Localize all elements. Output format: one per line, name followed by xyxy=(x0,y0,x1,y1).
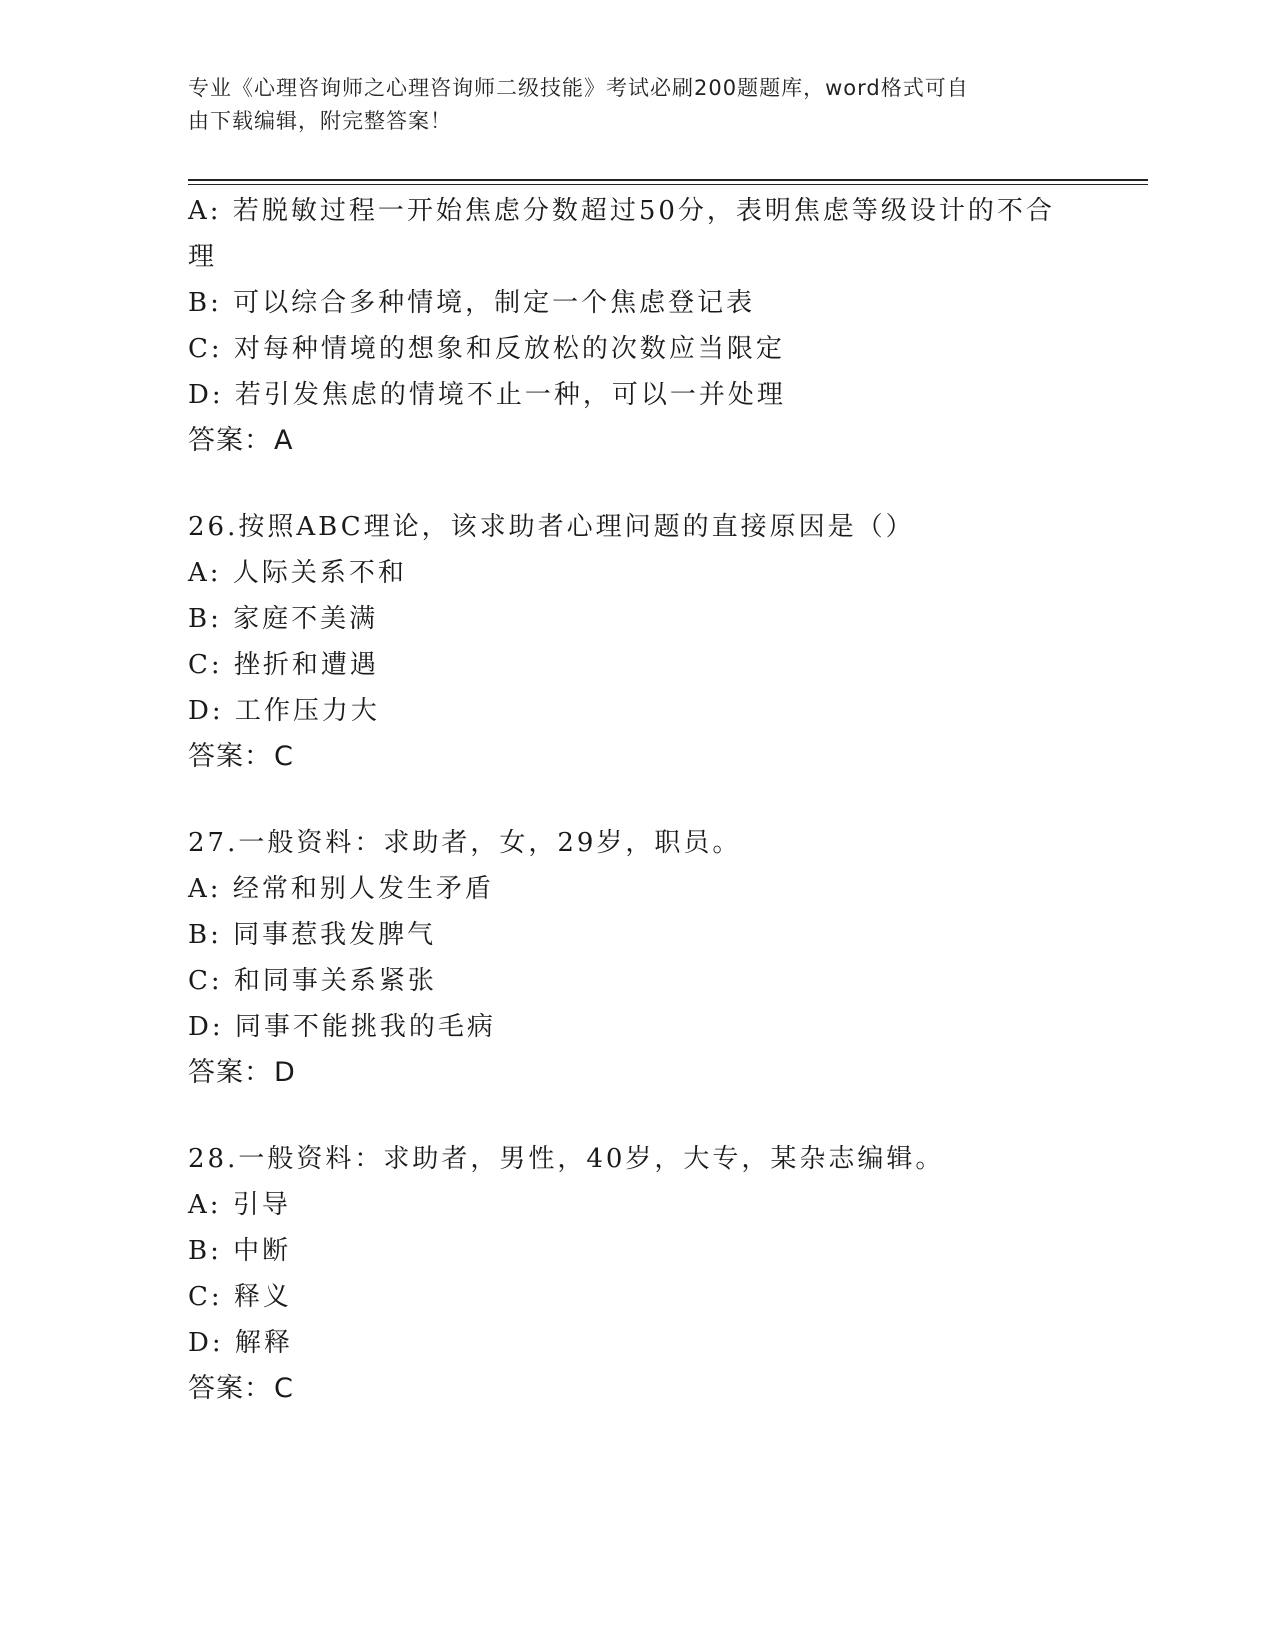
option-label: A: xyxy=(188,558,222,588)
header-rule-thin xyxy=(188,184,1148,185)
question-block-28 xyxy=(188,1136,1088,1412)
option-label: C: xyxy=(188,1282,223,1312)
option-c xyxy=(188,958,1088,1004)
option-label: D: xyxy=(188,1328,224,1358)
option-label: A: xyxy=(188,874,222,904)
option-text: 经常和别人发生矛盾 xyxy=(232,874,494,904)
option-label: B: xyxy=(188,920,222,950)
question-stem: 28.一般资料：求助者，男性，40岁，大专，某杂志编辑。 xyxy=(188,1144,945,1174)
option-label: D: xyxy=(188,380,224,410)
option-b xyxy=(188,596,1088,642)
header-line-1: 专业《心理咨询师之心理咨询师二级技能》考试必刷200题题库，word格式可自 xyxy=(188,76,969,100)
option-text: 释义 xyxy=(233,1282,292,1312)
header-rule-thick xyxy=(188,179,1148,181)
question-stem: 26.按照ABC理论，该求助者心理问题的直接原因是（） xyxy=(188,512,915,542)
header-line-2: 由下载编辑，附完整答案！ xyxy=(188,109,452,133)
option-a xyxy=(188,550,1088,596)
option-text: 解释 xyxy=(234,1328,293,1358)
option-label: B: xyxy=(188,1236,222,1266)
question-block-27 xyxy=(188,820,1088,1096)
option-c xyxy=(188,326,1088,372)
option-text: 人际关系不和 xyxy=(232,558,407,588)
option-text: 可以综合多种情境，制定一个焦虑登记表 xyxy=(233,288,756,318)
option-label: C: xyxy=(188,334,223,364)
question-block-25 xyxy=(188,188,1088,464)
answer-label: 答案： xyxy=(188,1373,272,1404)
option-label: D: xyxy=(188,696,224,726)
option-d xyxy=(188,1320,1088,1366)
option-label: C: xyxy=(188,650,223,680)
answer-label: 答案： xyxy=(188,425,272,456)
option-text: 同事不能挑我的毛病 xyxy=(234,1012,496,1042)
option-label: B: xyxy=(188,288,222,318)
option-text: 和同事关系紧张 xyxy=(233,966,437,996)
answer-value: C xyxy=(274,1373,294,1404)
option-label: A: xyxy=(188,1190,222,1220)
option-c xyxy=(188,1274,1088,1320)
option-label: B: xyxy=(188,604,222,634)
option-text-continued: 理 xyxy=(188,242,218,272)
option-a xyxy=(188,1182,1088,1228)
option-a-continued xyxy=(188,234,1088,280)
option-text: 挫折和遭遇 xyxy=(233,650,379,680)
question-block-26 xyxy=(188,504,1088,780)
answer-value: D xyxy=(274,1057,296,1088)
option-c xyxy=(188,642,1088,688)
option-text: 家庭不美满 xyxy=(233,604,379,634)
option-text: 工作压力大 xyxy=(234,696,380,726)
option-text: 中断 xyxy=(233,1236,292,1266)
option-a xyxy=(188,866,1088,912)
option-label: A: xyxy=(188,196,222,226)
option-d xyxy=(188,372,1088,418)
option-b xyxy=(188,1228,1088,1274)
answer-line xyxy=(188,418,1088,464)
answer-line xyxy=(188,1366,1088,1412)
answer-label: 答案： xyxy=(188,741,272,772)
question-list xyxy=(188,188,1088,1412)
document-header xyxy=(188,72,1088,138)
option-d xyxy=(188,688,1088,734)
option-label: D: xyxy=(188,1012,224,1042)
answer-value: C xyxy=(274,741,294,772)
question-stem: 27.一般资料：求助者，女，29岁，职员。 xyxy=(188,828,742,858)
answer-line xyxy=(188,1050,1088,1096)
option-text: 引导 xyxy=(232,1190,291,1220)
option-text: 若引发焦虑的情境不止一种，可以一并处理 xyxy=(234,380,786,410)
option-b xyxy=(188,280,1088,326)
option-label: C: xyxy=(188,966,223,996)
option-text: 对每种情境的想象和反放松的次数应当限定 xyxy=(233,334,785,364)
option-b xyxy=(188,912,1088,958)
option-d xyxy=(188,1004,1088,1050)
answer-line xyxy=(188,734,1088,780)
answer-value: A xyxy=(274,425,294,456)
option-text: 同事惹我发脾气 xyxy=(233,920,437,950)
option-a xyxy=(188,188,1088,234)
option-text: 若脱敏过程一开始焦虑分数超过50分，表明焦虑等级设计的不合 xyxy=(232,196,1055,226)
answer-label: 答案： xyxy=(188,1057,272,1088)
